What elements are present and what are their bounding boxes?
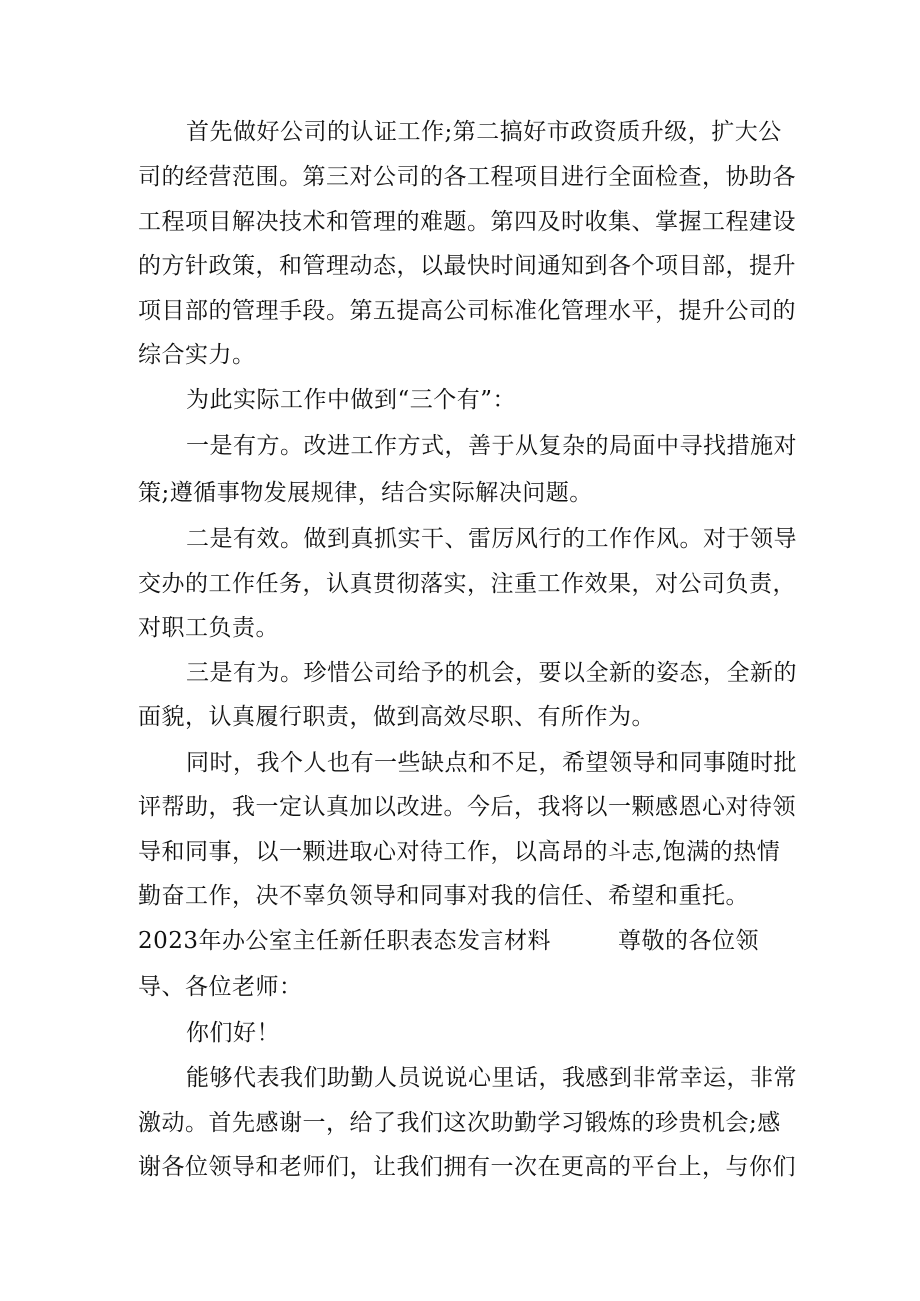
paragraph-line-3: 工程项目解决技术和管理的难题。第四及时收集、掌握工程建设 [138,209,796,235]
greeting-line: 你们好！ [186,1020,280,1046]
salutation-start: 尊敬的各位领 [618,928,759,954]
paragraph-line-2: 司的经营范围。第三对公司的各工程项目进行全面检查，协助各 [138,164,796,190]
salutation-line: 导、各位老师： [138,974,303,1000]
paragraph-line-17: 导和同事，以一颗进取心对待工作，以高昂的斗志,饱满的热情 [138,839,781,865]
paragraph-line-13: 三是有为。珍惜公司给予的机会，要以全新的姿态，全新的 [186,660,797,686]
paragraph-line-16: 评帮助，我一定认真加以改进。今后，我将以一颗感恩心对待领 [138,794,796,820]
paragraph-line-18: 勤奋工作，决不辜负领导和同事对我的信任、希望和重托。 [138,883,749,909]
paragraph-line-10: 二是有效。做到真抓实干、雷厉风行的工作作风。对于领导 [186,526,797,552]
paragraph-line-7: 为此实际工作中做到“三个有”： [186,387,517,413]
paragraph-line-11: 交办的工作任务，认真贯彻落实，注重工作效果，对公司负责， [138,571,796,597]
paragraph-line-20: 激动。首先感谢一，给了我们这次助勤学习锻炼的珍贵机会;感 [138,1110,781,1136]
paragraph-line-21: 谢各位领导和老师们，让我们拥有一次在更高的平台上，与你们 [138,1154,796,1180]
paragraph-line-8: 一是有方。改进工作方式，善于从复杂的局面中寻找措施对 [186,433,797,459]
paragraph-line-14: 面貌，认真履行职责，做到高效尽职、有所作为。 [138,704,655,730]
paragraph-line-4: 的方针政策，和管理动态，以最快时间通知到各个项目部，提升 [138,253,796,279]
paragraph-line-19: 能够代表我们助勤人员说说心里话，我感到非常幸运，非常 [186,1065,797,1091]
section-title: 2023年办公室主任新任职表态发言材料 [138,928,552,954]
paragraph-line-5: 项目部的管理手段。第五提高公司标准化管理水平，提升公司的 [138,298,796,324]
paragraph-line-12: 对职工负责。 [138,615,279,641]
paragraph-line-1: 首先做好公司的认证工作;第二搞好市政资质升级，扩大公 [186,119,782,145]
paragraph-line-15: 同时，我个人也有一些缺点和不足，希望领导和同事随时批 [186,750,797,776]
paragraph-line-9: 策;遵循事物发展规律，结合实际解决问题。 [138,480,593,506]
paragraph-line-6: 综合实力。 [138,342,256,368]
